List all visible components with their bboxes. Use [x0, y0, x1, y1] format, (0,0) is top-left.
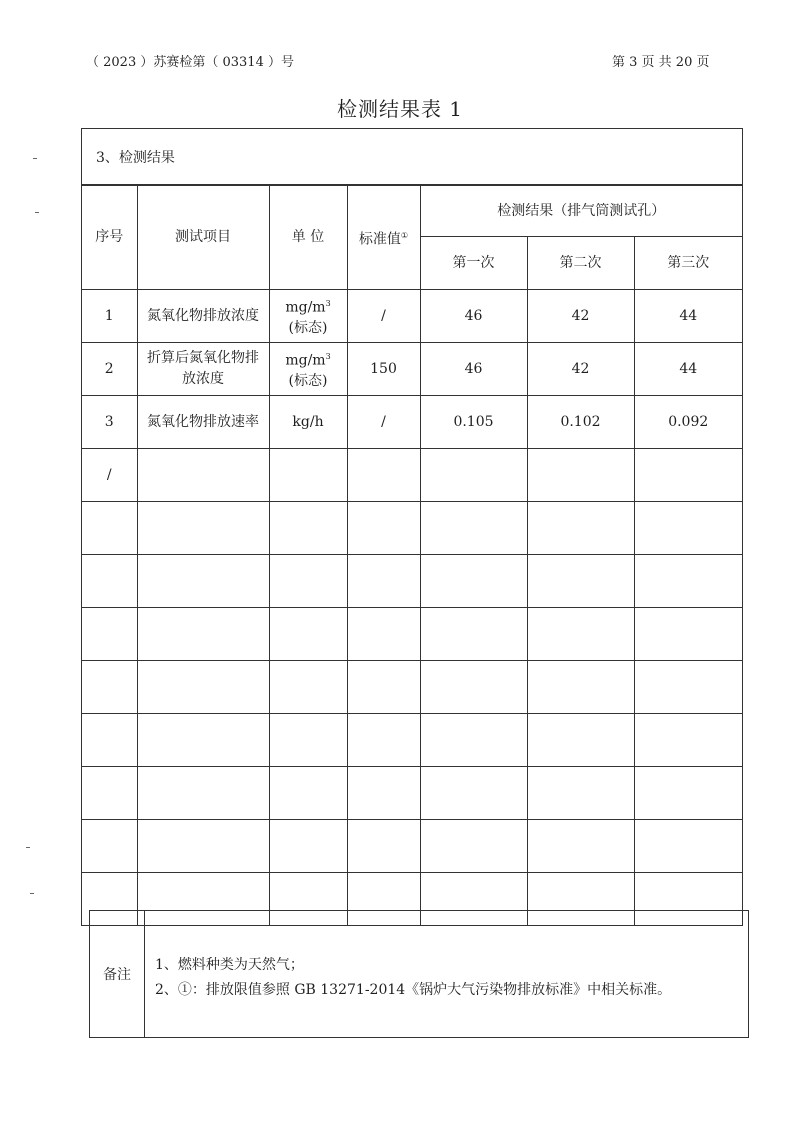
cell-no: 2: [82, 343, 137, 396]
page-indicator: 第 3 页 共 20 页: [612, 55, 710, 70]
cell-no: 1: [82, 290, 137, 343]
unit-main: [274, 412, 343, 433]
page-title: 检测结果表 1: [336, 97, 464, 121]
empty-cell: [82, 608, 137, 661]
cell-item: [137, 449, 269, 502]
scan-mark: [30, 893, 34, 894]
empty-cell: [82, 661, 137, 714]
empty-cell: [82, 714, 137, 767]
remark-line-1: 1、燃料种类为天然气；: [155, 957, 304, 973]
cell-std: /: [347, 396, 420, 449]
table-header-row: [82, 186, 742, 237]
header-unit: 单 位: [269, 186, 347, 290]
cell-r3: 44: [634, 343, 742, 396]
empty-row: [82, 661, 742, 714]
empty-cell: [634, 714, 742, 767]
scan-mark: [26, 847, 30, 848]
empty-row: [82, 608, 742, 661]
empty-row: [82, 767, 742, 820]
cell-r1: 46: [420, 343, 527, 396]
cell-r2: 0.102: [527, 396, 634, 449]
empty-cell: [269, 714, 347, 767]
header-standard-label: 标准值: [358, 231, 401, 248]
cell-item: 氮氧化物排放浓度: [137, 290, 269, 343]
cell-unit: [269, 290, 347, 343]
empty-cell: [420, 661, 527, 714]
report-number: （ 2023 ）苏赛检第（ 03314 ）号: [86, 55, 294, 70]
empty-cell: [527, 714, 634, 767]
empty-cell: [82, 555, 137, 608]
empty-cell: [137, 502, 269, 555]
empty-cell: [347, 502, 420, 555]
empty-row: [82, 502, 742, 555]
header-no: 序号: [82, 186, 137, 290]
empty-cell: [420, 608, 527, 661]
table-row: [82, 343, 742, 396]
cell-std: [347, 449, 420, 502]
section-title: 3、检测结果: [82, 129, 742, 185]
empty-cell: [137, 608, 269, 661]
header-standard: [347, 186, 420, 290]
empty-cell: [634, 820, 742, 873]
empty-cell: [82, 820, 137, 873]
cell-unit: [269, 343, 347, 396]
empty-cell: [527, 502, 634, 555]
empty-cell: [420, 555, 527, 608]
header-item: 测试项目: [137, 186, 269, 290]
empty-cell: [137, 767, 269, 820]
empty-cell: [634, 555, 742, 608]
empty-cell: [82, 767, 137, 820]
table-row: [82, 290, 742, 343]
cell-r2: 42: [527, 343, 634, 396]
empty-cell: [527, 820, 634, 873]
cell-no: /: [82, 449, 137, 502]
scan-mark: [33, 158, 37, 159]
cell-no: 3: [82, 396, 137, 449]
cell-std: 150: [347, 343, 420, 396]
empty-cell: [420, 502, 527, 555]
cell-r1: [420, 449, 527, 502]
remarks-content: [145, 911, 671, 1037]
remark-line-2: 2、①：排放限值参照 GB 13271-2014《锅炉大气污染物排放标准》中相关标准。: [155, 982, 672, 998]
empty-cell: [137, 661, 269, 714]
unit-text: kg/h: [292, 413, 324, 430]
empty-cell: [420, 820, 527, 873]
header-third: 第三次: [634, 237, 742, 290]
empty-cell: [137, 555, 269, 608]
unit-condition: (标态): [288, 373, 328, 390]
cell-r3: 0.092: [634, 396, 742, 449]
unit-main: [274, 293, 343, 319]
empty-cell: [527, 608, 634, 661]
empty-cell: [527, 661, 634, 714]
empty-cell: [269, 820, 347, 873]
empty-cell: [137, 820, 269, 873]
unit-superscript: 3: [325, 298, 331, 308]
empty-cell: [420, 767, 527, 820]
empty-cell: [527, 767, 634, 820]
footnote-mark: ①: [400, 230, 409, 240]
header-result-group: 检测结果（排气筒测试孔）: [420, 186, 742, 237]
empty-cell: [347, 820, 420, 873]
empty-cell: [269, 555, 347, 608]
cell-r3: [634, 449, 742, 502]
cell-unit: [269, 449, 347, 502]
empty-cell: [82, 502, 137, 555]
unit-text: mg/m: [285, 299, 326, 316]
table-row: [82, 449, 742, 502]
empty-cell: [137, 714, 269, 767]
empty-cell: [634, 502, 742, 555]
cell-r2: [527, 449, 634, 502]
cell-std: /: [347, 290, 420, 343]
cell-r1: 46: [420, 290, 527, 343]
remarks-box: [89, 910, 749, 1038]
empty-row: [82, 820, 742, 873]
empty-row: [82, 714, 742, 767]
empty-cell: [347, 714, 420, 767]
unit-text: mg/m: [285, 352, 326, 369]
table-row: [82, 396, 742, 449]
unit-superscript: 3: [325, 351, 331, 361]
empty-cell: [527, 555, 634, 608]
empty-cell: [269, 608, 347, 661]
unit-condition: (标态): [288, 320, 328, 337]
cell-r1: 0.105: [420, 396, 527, 449]
results-table: [82, 185, 742, 926]
empty-cell: [634, 608, 742, 661]
cell-unit: [269, 396, 347, 449]
empty-row: [82, 555, 742, 608]
cell-item: 氮氧化物排放速率: [137, 396, 269, 449]
results-table-frame: [81, 128, 743, 926]
empty-cell: [634, 661, 742, 714]
empty-cell: [347, 661, 420, 714]
cell-item: 折算后氮氧化物排放浓度: [137, 343, 269, 396]
empty-cell: [347, 555, 420, 608]
header-first: 第一次: [420, 237, 527, 290]
unit-main: [274, 346, 343, 372]
empty-cell: [420, 714, 527, 767]
remarks-label: 备注: [90, 911, 145, 1037]
empty-cell: [269, 502, 347, 555]
header-second: 第二次: [527, 237, 634, 290]
cell-r3: 44: [634, 290, 742, 343]
empty-cell: [347, 767, 420, 820]
scan-mark: [35, 212, 39, 213]
empty-cell: [269, 767, 347, 820]
empty-cell: [269, 661, 347, 714]
cell-r2: 42: [527, 290, 634, 343]
empty-cell: [634, 767, 742, 820]
empty-cell: [347, 608, 420, 661]
